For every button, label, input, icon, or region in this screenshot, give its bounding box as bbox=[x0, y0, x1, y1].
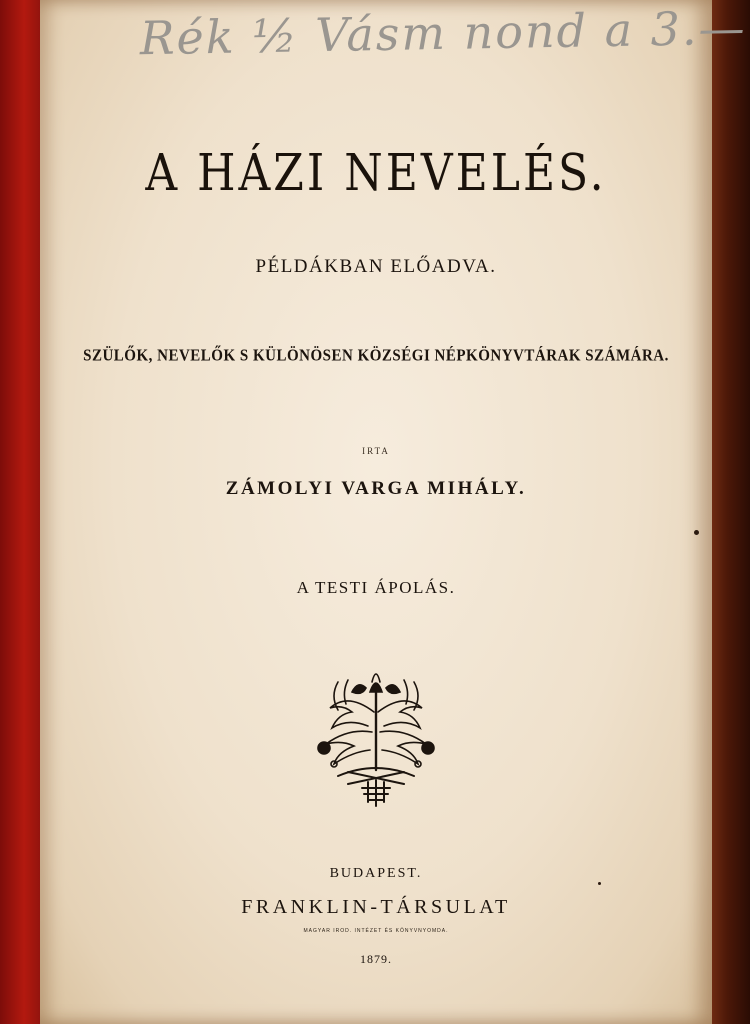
publication-place: BUDAPEST. bbox=[329, 866, 423, 881]
book-binding-right bbox=[712, 0, 750, 1024]
publication-year: 1879. bbox=[360, 952, 392, 966]
printer-name: MAGYAR IROD. INTÉZET ÉS KÖNYVNYOMDA. bbox=[303, 928, 449, 934]
paper-speck bbox=[598, 882, 601, 885]
book-audience: SZÜLŐK, NEVELŐK S KÜLÖNÖSEN KÖZSÉGI NÉPKÖNYVTÁRAK SZÁMÁRA. bbox=[83, 346, 669, 366]
book-subtitle: PÉLDÁKBAN ELŐADVA. bbox=[255, 256, 497, 277]
part-title: A TESTI ÁPOLÁS. bbox=[296, 578, 456, 597]
book-binding-left bbox=[0, 0, 44, 1024]
publisher-name: FRANKLIN-TÁRSULAT bbox=[241, 896, 511, 918]
book-title: A HÁZI NEVELÉS. bbox=[145, 144, 607, 203]
title-page bbox=[40, 0, 747, 1024]
paper-speck bbox=[694, 530, 699, 535]
author-label: IRTA bbox=[362, 446, 390, 456]
publisher-emblem-icon bbox=[308, 652, 444, 810]
pencil-note: Rék ½ Vásm nond a 3.— bbox=[139, 0, 747, 66]
author-name: ZÁMOLYI VARGA MIHÁLY. bbox=[225, 478, 527, 499]
